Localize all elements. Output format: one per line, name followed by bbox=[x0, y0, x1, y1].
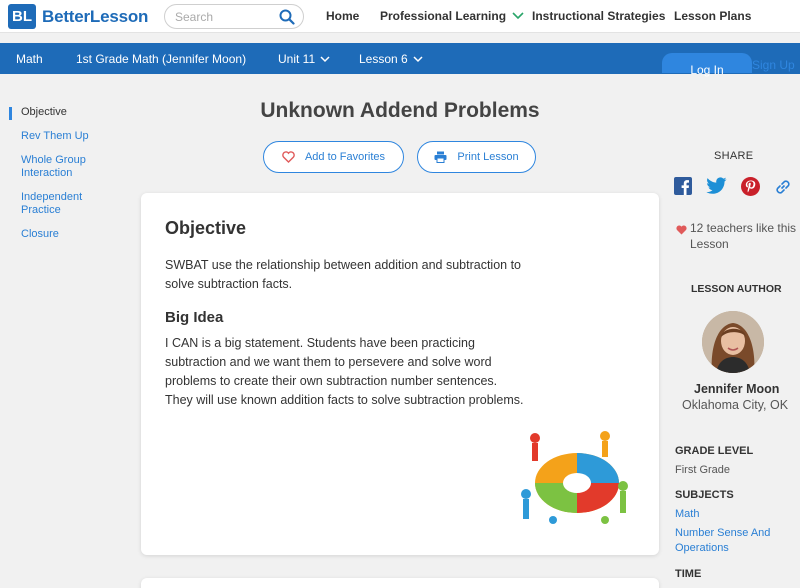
heart-icon bbox=[676, 223, 687, 239]
twitter-icon[interactable] bbox=[706, 177, 727, 200]
author-name[interactable]: Jennifer Moon bbox=[694, 382, 780, 396]
breadcrumb bbox=[0, 43, 800, 77]
time-label: TIME bbox=[675, 568, 702, 580]
share-heading: SHARE bbox=[714, 150, 754, 162]
heart-icon bbox=[282, 151, 295, 163]
nav-professional-learning-label: Professional Learning bbox=[380, 9, 507, 23]
signup-link[interactable]: Sign Up bbox=[752, 58, 795, 72]
big-idea-text: I CAN is a big statement. Students have been practicing subtraction and we want them to persevere and solve word problems to create their own subtraction number sentences. They will use known addition facts to solve subtraction problems. bbox=[165, 336, 524, 407]
breadcrumb-lesson-label: Lesson 6 bbox=[359, 52, 408, 66]
author-location: Oklahoma City, OK bbox=[682, 398, 789, 412]
link-icon[interactable] bbox=[773, 177, 793, 202]
sidebar-item-rev-them-up[interactable]: Rev Them Up bbox=[21, 130, 89, 142]
add-to-favorites-label: Add to Favorites bbox=[304, 151, 386, 163]
sidebar-item-closure[interactable]: Closure bbox=[21, 228, 59, 240]
chevron-down-icon bbox=[512, 12, 524, 20]
breadcrumb-unit[interactable] bbox=[278, 52, 330, 66]
objective-card bbox=[141, 193, 659, 555]
search-input[interactable] bbox=[175, 8, 275, 26]
lesson-author-heading: LESSON AUTHOR bbox=[691, 283, 782, 295]
nav-home[interactable]: Home bbox=[326, 9, 360, 23]
sidebar-item-objective[interactable]: Objective bbox=[21, 106, 67, 118]
puzzle-people-image bbox=[519, 428, 637, 533]
logo-text: BetterLesson bbox=[42, 6, 149, 26]
search-icon[interactable] bbox=[279, 9, 295, 30]
breadcrumb-unit-label: Unit 11 bbox=[278, 52, 316, 66]
active-section-indicator bbox=[9, 107, 12, 120]
objective-text: SWBAT use the relationship between addition and subtraction to solve subtraction facts. bbox=[165, 258, 522, 291]
top-bar bbox=[0, 0, 800, 33]
grade-level-label: GRADE LEVEL bbox=[675, 445, 754, 457]
logo-badge: BL bbox=[8, 4, 36, 29]
sidebar-item-whole-group[interactable]: Whole Group Interaction bbox=[21, 154, 86, 179]
printer-icon bbox=[434, 151, 447, 163]
grade-level-value: First Grade bbox=[675, 464, 731, 476]
nav-lesson-plans[interactable]: Lesson Plans bbox=[674, 9, 752, 23]
avatar[interactable] bbox=[702, 311, 764, 373]
subjects-label: SUBJECTS bbox=[675, 489, 734, 501]
login-button[interactable] bbox=[662, 53, 752, 77]
chevron-down-icon bbox=[320, 56, 330, 63]
nav-professional-learning[interactable] bbox=[380, 9, 524, 23]
subject-link-math[interactable]: Math bbox=[675, 508, 700, 520]
facebook-icon[interactable] bbox=[674, 177, 692, 200]
sidebar-item-independent-practice[interactable]: Independent Practice bbox=[21, 191, 83, 216]
logo[interactable] bbox=[8, 4, 148, 29]
likes-text: 12 teachers like this Lesson bbox=[690, 221, 797, 251]
search-box bbox=[164, 4, 304, 29]
objective-heading: Objective bbox=[165, 218, 247, 238]
breadcrumb-lesson[interactable] bbox=[359, 52, 423, 66]
add-to-favorites-button[interactable] bbox=[263, 141, 404, 173]
subject-link-number-sense[interactable]: Number Sense And Operations bbox=[675, 527, 771, 554]
login-label: Log In bbox=[690, 63, 724, 77]
pinterest-icon[interactable] bbox=[741, 177, 760, 201]
big-idea-heading: Big Idea bbox=[165, 309, 224, 326]
nav-instructional-strategies[interactable]: Instructional Strategies bbox=[532, 9, 666, 23]
chevron-down-icon bbox=[413, 56, 423, 63]
print-lesson-button[interactable] bbox=[417, 141, 536, 173]
page-title: Unknown Addend Problems bbox=[260, 99, 540, 122]
next-section-card bbox=[141, 578, 659, 588]
breadcrumb-math[interactable]: Math bbox=[16, 52, 43, 66]
breadcrumb-course[interactable]: 1st Grade Math (Jennifer Moon) bbox=[76, 52, 247, 66]
print-lesson-label: Print Lesson bbox=[457, 151, 519, 163]
